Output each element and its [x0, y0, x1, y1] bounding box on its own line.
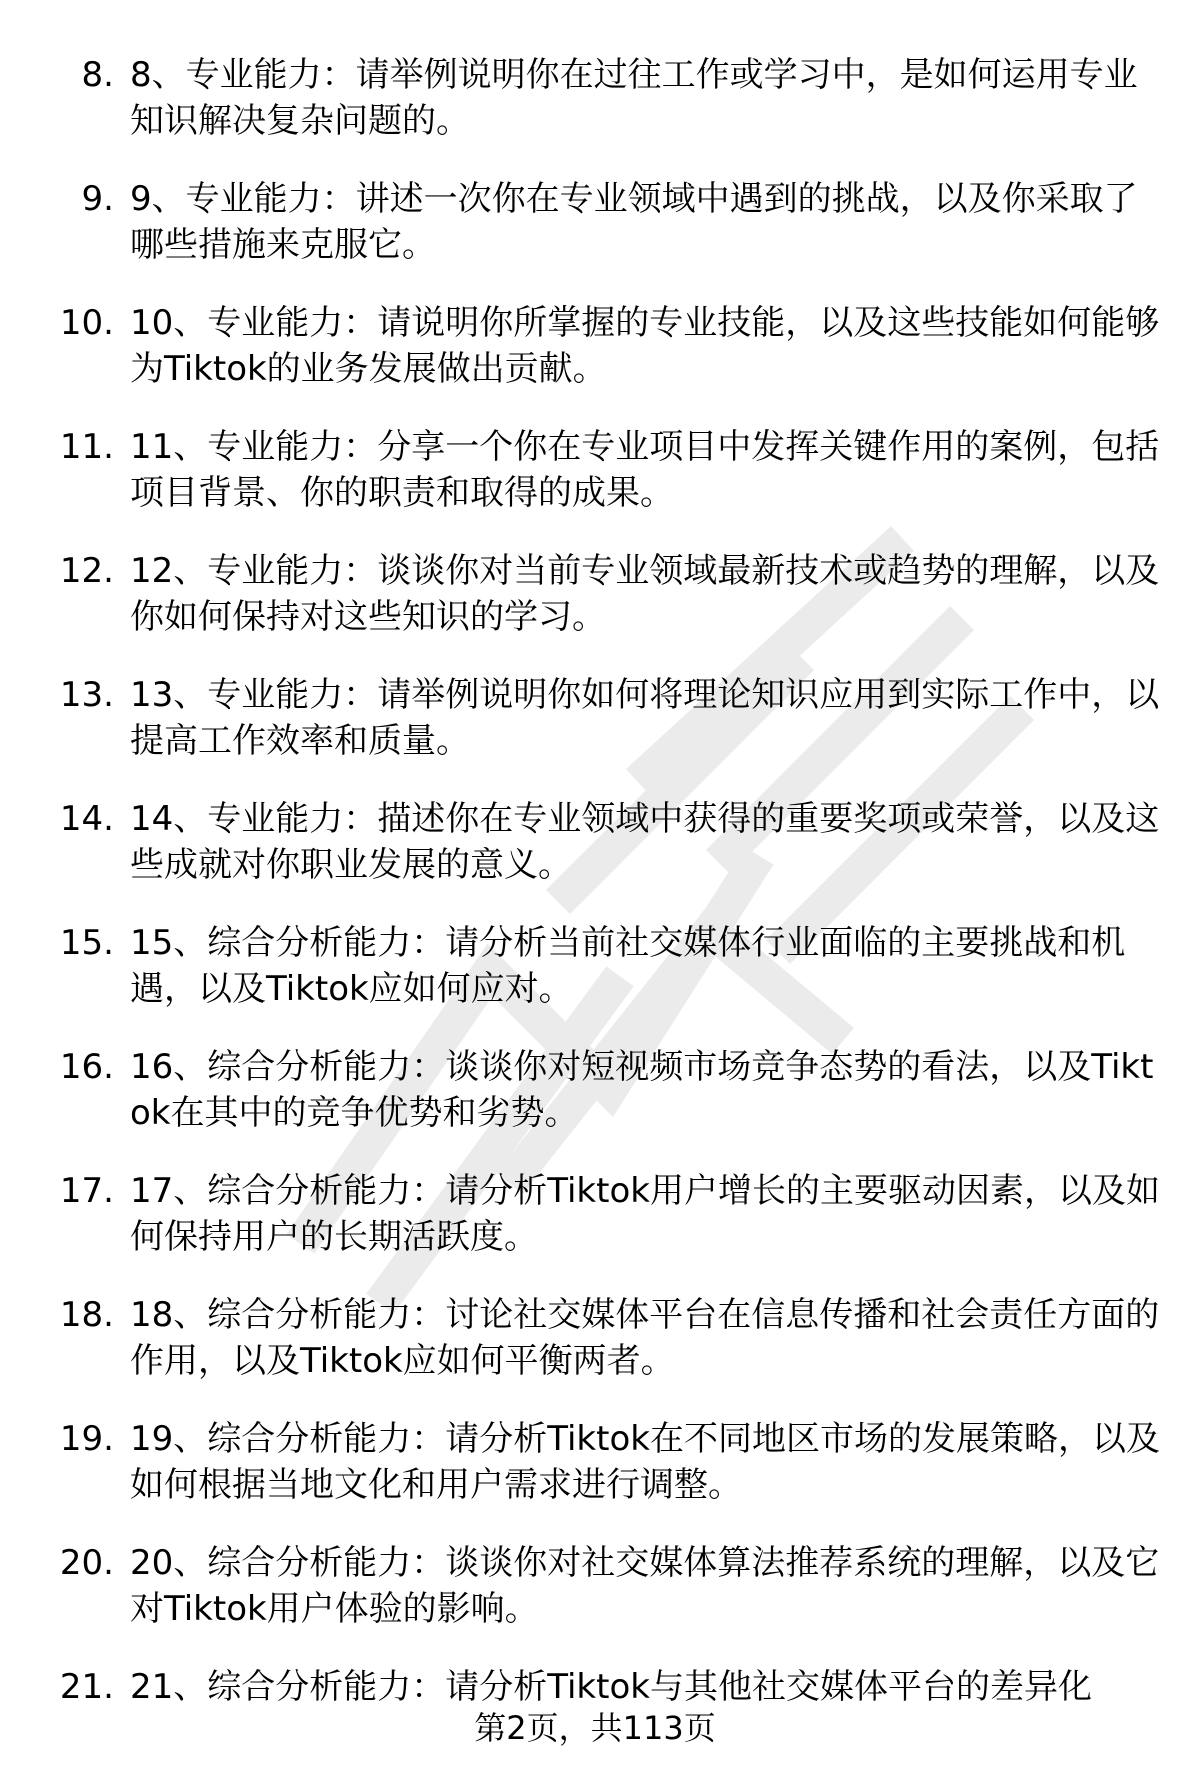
question-text: 12、专业能力：谈谈你对当前专业领域最新技术或趋势的理解，以及你如何保持对这些知识的学习。 — [130, 551, 1160, 637]
question-text: 15、综合分析能力：请分析当前社交媒体行业面临的主要挑战和机遇，以及Tiktok应如何应对。 — [130, 923, 1126, 1009]
question-number: 12. — [59, 551, 114, 591]
list-item — [0, 796, 1190, 920]
list-item — [0, 1540, 1190, 1664]
question-number: 11. — [59, 427, 114, 467]
question-text: 10、专业能力：请说明你所掌握的专业技能，以及这些技能如何能够为Tiktok的业务发展做出贡献。 — [130, 303, 1160, 389]
list-item — [0, 1168, 1190, 1292]
question-number: 13. — [59, 675, 114, 715]
list-item — [0, 1044, 1190, 1168]
question-number: 9. — [81, 179, 114, 219]
question-number: 21. — [59, 1667, 114, 1707]
question-number: 17. — [59, 1171, 114, 1211]
question-text: 21、综合分析能力：请分析Tiktok与其他社交媒体平台的差异化 — [130, 1667, 1092, 1707]
list-item — [0, 52, 1190, 176]
question-number: 19. — [59, 1419, 114, 1459]
question-number: 16. — [59, 1047, 114, 1087]
question-text: 11、专业能力：分享一个你在专业项目中发挥关键作用的案例，包括项目背景、你的职责和取得的成果。 — [130, 427, 1160, 513]
question-number: 20. — [59, 1543, 114, 1583]
question-number: 10. — [59, 303, 114, 343]
question-text: 20、综合分析能力：谈谈你对社交媒体算法推荐系统的理解，以及它对Tiktok用户体验的影响。 — [130, 1543, 1160, 1629]
question-text: 17、综合分析能力：请分析Tiktok用户增长的主要驱动因素，以及如何保持用户的长期活跃度。 — [130, 1171, 1160, 1257]
list-item — [0, 176, 1190, 300]
page-footer: 第2页，共113页 — [474, 1709, 716, 1747]
list-item — [0, 300, 1190, 424]
question-text: 16、综合分析能力：谈谈你对短视频市场竞争态势的看法，以及Tiktok在其中的竞争优势和劣势。 — [130, 1047, 1154, 1133]
question-list — [0, 52, 1190, 1788]
question-text: 8、专业能力：请举例说明你在过往工作或学习中，是如何运用专业知识解决复杂问题的。 — [130, 55, 1138, 141]
list-item — [0, 1292, 1190, 1416]
question-number: 8. — [81, 55, 114, 95]
list-item — [0, 424, 1190, 548]
question-text: 18、综合分析能力：讨论社交媒体平台在信息传播和社会责任方面的作用，以及Tiktok应如何平衡两者。 — [130, 1295, 1160, 1381]
list-item — [0, 920, 1190, 1044]
question-text: 19、综合分析能力：请分析Tiktok在不同地区市场的发展策略，以及如何根据当地文化和用户需求进行调整。 — [130, 1419, 1160, 1505]
question-text: 9、专业能力：讲述一次你在专业领域中遇到的挑战，以及你采取了哪些措施来克服它。 — [130, 179, 1138, 265]
question-number: 15. — [59, 923, 114, 963]
question-number: 14. — [59, 799, 114, 839]
question-text: 13、专业能力：请举例说明你如何将理论知识应用到实际工作中，以提高工作效率和质量。 — [130, 675, 1160, 761]
list-item — [0, 672, 1190, 796]
list-item — [0, 1416, 1190, 1540]
question-text: 14、专业能力：描述你在专业领域中获得的重要奖项或荣誉，以及这些成就对你职业发展的意义。 — [130, 799, 1160, 885]
list-item — [0, 548, 1190, 672]
question-number: 18. — [59, 1295, 114, 1335]
